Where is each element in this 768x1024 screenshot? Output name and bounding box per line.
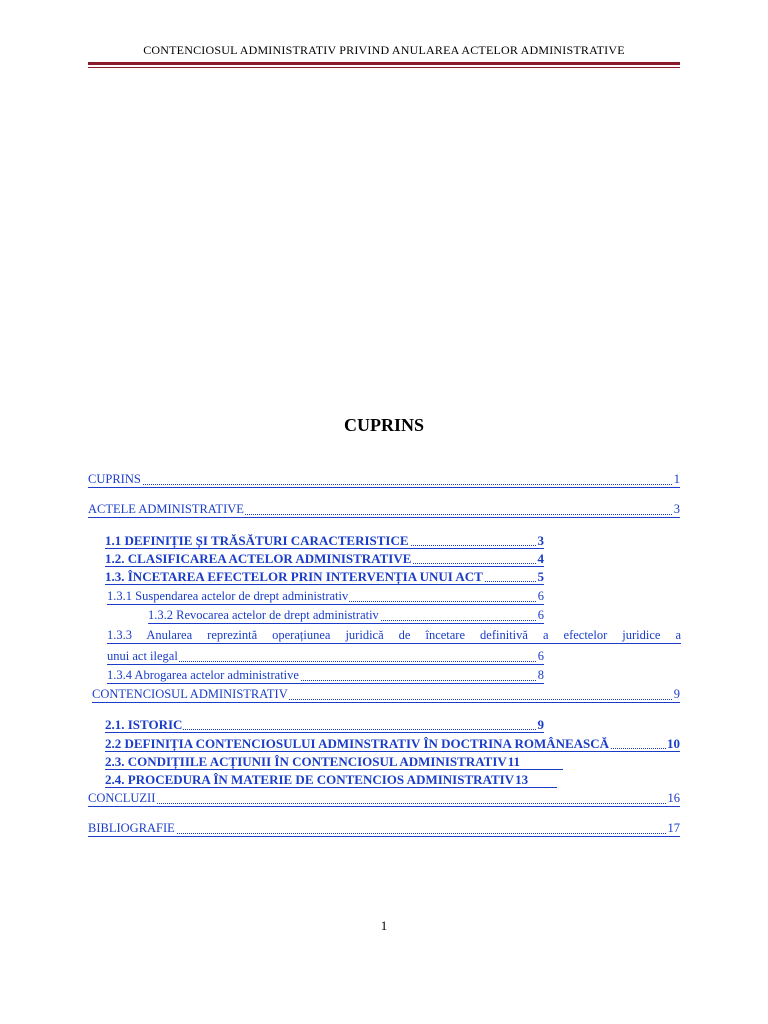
toc-entry-2-4[interactable] xyxy=(105,772,557,788)
toc-entry-text: 2.3. CONDIȚIILE ACȚIUNII ÎN CONTENCIOSUL ADMINISTRATIV xyxy=(105,754,507,769)
toc-entry-1-3[interactable] xyxy=(105,569,544,585)
page-number: 1 xyxy=(380,918,388,933)
toc-entry-actele-administrative[interactable] xyxy=(88,502,680,518)
toc-entry-page: 16 xyxy=(667,791,680,805)
toc-entry-2-3[interactable] xyxy=(105,754,563,770)
toc-entry-text: 2.4. PROCEDURA ÎN MATERIE DE CONTENCIOS ADMINISTRATIV xyxy=(105,772,515,787)
toc-entry-page: 13 xyxy=(515,772,529,787)
toc-entry-1-3-3-line1[interactable]: 1.3.3 Anularea reprezintă operațiunea juridică de încetare definitivă a efectelor juridice a xyxy=(107,628,681,642)
toc-entry-1-2[interactable] xyxy=(105,551,544,567)
toc-entry-page: 10 xyxy=(667,736,680,751)
toc-entry-page: 5 xyxy=(537,569,544,584)
toc-leader xyxy=(88,833,680,834)
toc-entry-text: 2.1. ISTORIC xyxy=(105,717,183,732)
toc-entry-text: 1.3.2 Revocarea actelor de drept administrativ xyxy=(148,608,379,622)
toc-entry-1-1[interactable] xyxy=(105,533,544,549)
running-header: CONTENCIOSUL ADMINISTRATIV PRIVIND ANULAREA ACTELOR ADMINISTRATIVE xyxy=(143,43,625,57)
toc-entry-page: 8 xyxy=(537,668,544,682)
toc-entry-concluzii[interactable] xyxy=(88,791,680,807)
toc-entry-1-3-4[interactable] xyxy=(107,668,544,684)
toc-entry-2-1[interactable] xyxy=(105,717,544,733)
toc-entry-text: unui act ilegal xyxy=(107,649,178,663)
toc-heading: CUPRINS xyxy=(343,415,424,435)
toc-entry-text: 1.2. CLASIFICAREA ACTELOR ADMINISTRATIVE xyxy=(105,551,412,566)
toc-entry-page: 17 xyxy=(667,821,680,835)
toc-entry-text: CONTENCIOSUL ADMINISTRATIV xyxy=(92,687,288,701)
toc-entry-page: 4 xyxy=(537,551,544,566)
toc-entry-text: 1.3.1 Suspendarea actelor de drept administrativ xyxy=(107,589,349,603)
toc-entry-text: 1.1 DEFINIȚIE ȘI TRĂSĂTURI CARACTERISTICE xyxy=(105,533,409,548)
toc-entry-1-3-1[interactable] xyxy=(107,589,544,605)
toc-entry-1-3-3-line2[interactable] xyxy=(107,649,544,665)
toc-entry-page: 6 xyxy=(537,649,544,663)
toc-leader xyxy=(88,484,680,485)
toc-entry-cuprins[interactable] xyxy=(88,472,680,488)
toc-entry-page: 9 xyxy=(673,687,680,701)
toc-entry-text: 1.3.4 Abrogarea actelor administrative xyxy=(107,668,299,682)
toc-entry-page: 6 xyxy=(537,608,544,622)
toc-entry-page: 1 xyxy=(673,472,680,486)
toc-entry-text: 2.2 DEFINIȚIA CONTENCIOSULUI ADMINSTRATIV ÎN DOCTRINA ROMÂNEASCĂ xyxy=(105,736,610,751)
toc-entry-page: 9 xyxy=(537,717,544,732)
toc-entry-1-3-2[interactable] xyxy=(148,608,544,624)
toc-entry-contenciosul-administrativ[interactable] xyxy=(92,687,680,703)
header-rule-thin xyxy=(88,67,680,68)
toc-entry-text: ACTELE ADMINISTRATIVE xyxy=(88,502,244,516)
toc-entry-bibliografie[interactable] xyxy=(88,821,680,837)
toc-entry-page: 6 xyxy=(537,589,544,603)
toc-entry-text: BIBLIOGRAFIE xyxy=(88,821,175,835)
toc-entry-page: 3 xyxy=(537,533,544,548)
toc-leader xyxy=(88,803,680,804)
toc-entry-2-2[interactable] xyxy=(105,736,680,752)
header-rule-thick xyxy=(88,62,680,65)
toc-entry-text: CONCLUZII xyxy=(88,791,156,805)
toc-entry-page: 11 xyxy=(507,754,521,769)
toc-entry-page: 3 xyxy=(673,502,680,516)
toc-entry-text: 1.3. ÎNCETAREA EFECTELOR PRIN INTERVENȚIA UNUI ACT xyxy=(105,569,483,584)
toc-entry-text: CUPRINS xyxy=(88,472,141,486)
